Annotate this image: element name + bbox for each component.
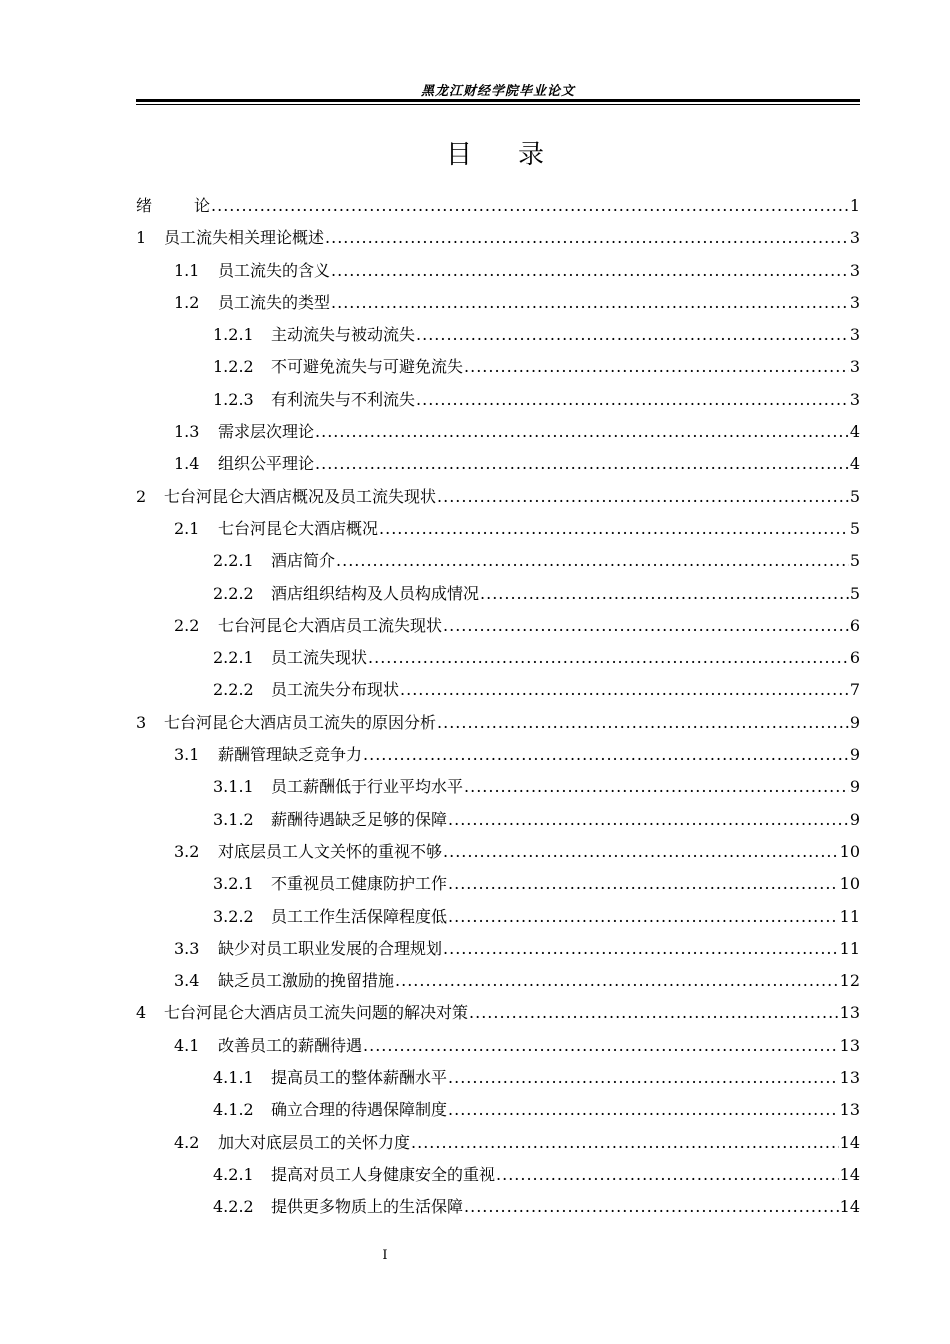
running-header: 黑龙江财经学院毕业论文 [420,84,575,99]
toc-entry-text: 不重视员工健康防护工作 [271,874,448,894]
toc-entry[interactable] [136,1127,860,1159]
toc-entry-text: 有利流失与不利流失 [271,389,416,409]
toc-entry-text: 员工流失的类型 [218,292,331,312]
toc-entry-text: 薪酬管理缺乏竞争力 [218,745,363,765]
dot-leader [416,384,849,416]
dot-leader [496,1159,839,1191]
toc-entry[interactable] [136,578,860,610]
toc-entry-page: 7 [849,680,860,700]
dot-leader [331,255,849,287]
toc-entry-text: 酒店简介 [271,551,336,571]
toc-entry-page: 11 [839,906,860,926]
dot-leader [315,448,849,480]
toc-entry-number: 2.1 [174,518,200,538]
toc-entry-number: 4.1.2 [213,1100,254,1120]
toc-entry[interactable] [136,804,860,836]
header-rule-thin [136,104,860,105]
toc-entry-number: 3.1.1 [213,777,254,797]
toc-entry-page: 9 [849,745,860,765]
dot-leader [416,319,849,351]
dot-leader [448,868,839,900]
toc-entry-page: 13 [839,1068,860,1088]
toc-entry-number: 3.2.2 [213,906,254,926]
toc-heading-char-2: 录 [518,140,551,170]
toc-entry-number: 3.2 [174,841,200,861]
toc-entry-page: 13 [839,1035,860,1055]
toc-entry-page: 3 [849,260,860,280]
toc-entry-text: 员工工作生活保障程度低 [271,906,448,926]
toc-entry[interactable] [136,255,860,287]
toc-entry-page: 13 [839,1003,860,1023]
toc-entry-text: 七台河昆仑大酒店员工流失的原因分析 [164,712,437,732]
toc-entry-number: 3.4 [174,971,200,991]
toc-entry-page: 3 [849,228,860,248]
toc-entry-page: 10 [839,874,860,894]
toc-entry-page: 3 [849,325,860,345]
dot-leader [325,222,849,254]
toc-entry[interactable] [136,933,860,965]
toc-entry-text: 七台河昆仑大酒店概况 [218,518,379,538]
toc-entry-number: 4.1 [174,1035,200,1055]
toc-entry-page: 14 [839,1132,860,1152]
toc-entry[interactable] [136,222,860,254]
toc-entry-text: 员工流失现状 [271,648,368,668]
toc-entry-number: 1.2.1 [213,325,254,345]
toc-entry-page: 3 [849,357,860,377]
toc-entry-text: 七台河昆仑大酒店概况及员工流失现状 [164,486,437,506]
dot-leader [363,739,849,771]
toc-entry-number: 2.2.2 [213,583,254,603]
toc-entry-text: 加大对底层员工的关怀力度 [218,1132,411,1152]
dot-leader [331,287,849,319]
dot-leader [315,416,849,448]
toc-entry-number: 2.2.1 [213,551,254,571]
dot-leader [336,545,849,577]
toc-entry-page: 10 [839,841,860,861]
toc-entry[interactable] [136,481,860,513]
dot-leader [368,642,849,674]
dot-leader [411,1127,839,1159]
toc-entry-text: 员工薪酬低于行业平均水平 [271,777,464,797]
toc-entry[interactable] [136,739,860,771]
toc-entry-page: 6 [849,648,860,668]
toc-entry[interactable] [136,997,860,1029]
toc-entry-number: 1.2 [174,292,200,312]
toc-entry-number: 3.2.1 [213,874,254,894]
toc-entry[interactable] [136,868,860,900]
toc-entry-page: 14 [839,1164,860,1184]
toc-entry-introduction[interactable] [136,190,860,222]
toc-entry-number: 4.1.1 [213,1068,254,1088]
toc-entry-number: 2.2.1 [213,648,254,668]
toc-entry-number: 3.1.2 [213,809,254,829]
toc-entry-number: 2.2.2 [213,680,254,700]
table-of-contents [136,190,860,1224]
dot-leader [443,610,849,642]
toc-entry-page: 5 [849,551,860,571]
toc-entry[interactable] [136,545,860,577]
page-number: I [382,1248,388,1263]
toc-entry-page: 9 [849,777,860,797]
toc-entry-text: 组织公平理论 [218,454,315,474]
toc-entry-text: 缺乏员工激励的挽留措施 [218,971,395,991]
toc-entry[interactable] [136,319,860,351]
toc-entry-page: 3 [849,292,860,312]
toc-entry-page: 3 [849,389,860,409]
dot-leader [448,901,839,933]
toc-entry-number: 4.2 [174,1132,200,1152]
toc-entry-page: 13 [839,1100,860,1120]
toc-entry-number: 3.1 [174,745,200,765]
toc-entry-number: 4.2.1 [213,1164,254,1184]
toc-entry[interactable] [136,836,860,868]
dot-leader [363,1030,839,1062]
dot-leader [480,578,849,610]
toc-entry[interactable] [136,901,860,933]
toc-entry-page: 5 [849,486,860,506]
toc-entry-page: 5 [849,583,860,603]
dot-leader [464,771,849,803]
toc-entry-page: 9 [849,809,860,829]
toc-entry-page: 14 [839,1197,860,1217]
toc-entry-number: 4 [136,1003,147,1023]
toc-entry-number: 1.4 [174,454,200,474]
toc-entry-page: 6 [849,615,860,635]
toc-entry-text: 绪 论 [136,196,211,215]
toc-entry-number: 1.3 [174,422,200,442]
dot-leader [464,351,849,383]
toc-entry[interactable] [136,707,860,739]
toc-entry[interactable] [136,1191,860,1223]
toc-heading [136,134,860,171]
toc-entry-number: 1.2.3 [213,389,254,409]
toc-entry-page: 12 [839,971,860,991]
dot-leader [448,1062,839,1094]
toc-entry-text: 缺少对员工职业发展的合理规划 [218,938,443,958]
toc-entry[interactable] [136,1159,860,1191]
dot-leader [464,1191,839,1223]
dot-leader [395,965,839,997]
toc-entry-number: 3.3 [174,938,200,958]
toc-entry-text: 提高对员工人身健康安全的重视 [271,1164,496,1184]
toc-entry[interactable] [136,384,860,416]
dot-leader [437,707,849,739]
toc-entry-text: 提高员工的整体薪酬水平 [271,1068,448,1088]
toc-entry[interactable] [136,771,860,803]
toc-entry-text: 不可避免流失与可避免流失 [271,357,464,377]
toc-entry-number: 4.2.2 [213,1197,254,1217]
dot-leader [437,481,849,513]
toc-entry-page: 4 [849,422,860,442]
toc-entry-text: 改善员工的薪酬待遇 [218,1035,363,1055]
toc-entry-page: 5 [849,518,860,538]
toc-entry-text: 七台河昆仑大酒店员工流失问题的解决对策 [164,1003,469,1023]
dot-leader [400,674,849,706]
toc-entry-page: 9 [849,712,860,732]
toc-entry-number: 2 [136,486,147,506]
dot-leader [443,836,839,868]
toc-entry-page: 1 [849,196,860,215]
toc-entry-number: 1.2.2 [213,357,254,377]
toc-entry[interactable] [136,610,860,642]
dot-leader [211,190,849,222]
toc-entry-page: 11 [839,938,860,958]
toc-entry-text: 员工流失相关理论概述 [164,228,325,248]
toc-entry[interactable] [136,287,860,319]
toc-entry[interactable] [136,965,860,997]
dot-leader [448,804,849,836]
toc-entry-text: 薪酬待遇缺乏足够的保障 [271,809,448,829]
toc-entry-text: 主动流失与被动流失 [271,325,416,345]
toc-entry-number: 1 [136,228,147,248]
toc-entry-text: 七台河昆仑大酒店员工流失现状 [218,615,443,635]
toc-entry-page: 4 [849,454,860,474]
dot-leader [443,933,839,965]
toc-entry-text: 需求层次理论 [218,422,315,442]
dot-leader [448,1094,839,1126]
toc-entry-text: 提供更多物质上的生活保障 [271,1197,464,1217]
toc-entry-text: 酒店组织结构及人员构成情况 [271,583,480,603]
toc-entry-text: 员工流失分布现状 [271,680,400,700]
toc-entry-number: 3 [136,712,147,732]
toc-entry[interactable] [136,416,860,448]
toc-entry[interactable] [136,448,860,480]
toc-entry[interactable] [136,1094,860,1126]
toc-entry-text: 确立合理的待遇保障制度 [271,1100,448,1120]
header-rule-thick [136,99,860,102]
toc-entry[interactable] [136,513,860,545]
toc-entry-text: 员工流失的含义 [218,260,331,280]
toc-entry[interactable] [136,674,860,706]
toc-entry[interactable] [136,351,860,383]
toc-entry[interactable] [136,642,860,674]
toc-entry-number: 2.2 [174,615,200,635]
dot-leader [379,513,849,545]
dot-leader [469,997,839,1029]
toc-entry[interactable] [136,1030,860,1062]
toc-entry-text: 对底层员工人文关怀的重视不够 [218,841,443,861]
toc-heading-char-1: 目 [445,140,478,170]
toc-entry-number: 1.1 [174,260,200,280]
toc-entry[interactable] [136,1062,860,1094]
